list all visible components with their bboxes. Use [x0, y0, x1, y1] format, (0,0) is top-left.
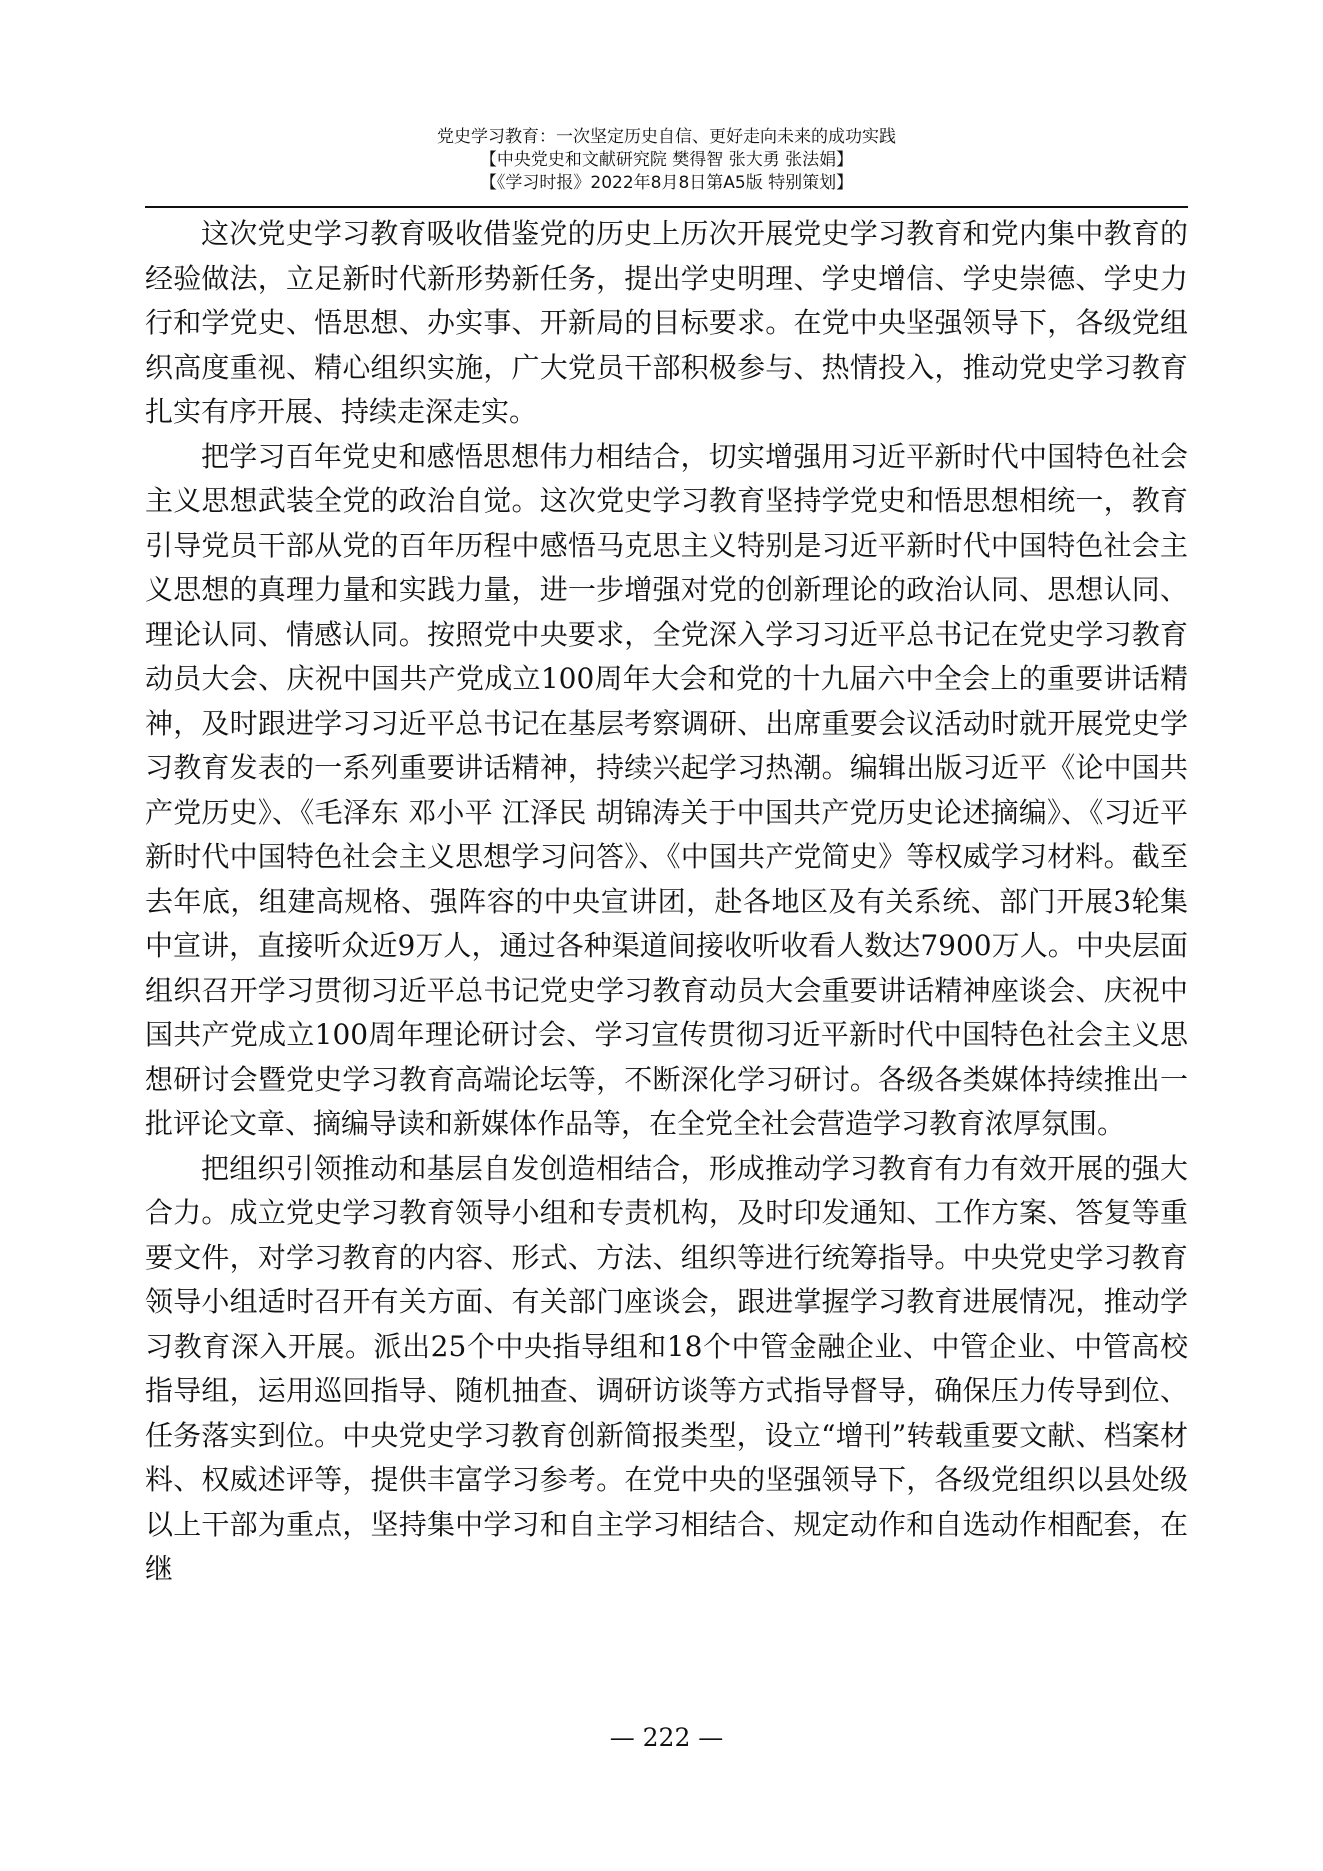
running-header [145, 126, 1188, 195]
header-title: 党史学习教育：一次坚定历史自信、更好走向未来的成功实践 [437, 127, 896, 147]
header-rule [145, 206, 1188, 208]
header-authors: 【中央党史和文献研究院 樊得智 张大勇 张法娟】 [479, 150, 854, 170]
paragraph-2: 把学习百年党史和感悟思想伟力相结合，切实增强用习近平新时代中国特色社会主义思想武装全党的政治自觉。这次党史学习教育坚持学党史和悟思想相统一，教育引导党员干部从党的百年历程中感悟马克思主义特别是习近平新时代中国特色社会主义思想的真理力量和实践力量，进一步增强对党的创新理论的政治认同、思想认同、理论认同、情感认同。按照党中央要求，全党深入学习习近平总书记在党史学习教育动员大会、庆祝中国共产党成立100周年大会和党的十九届六中全会上的重要讲话精神，及时跟进学习习近平总书记在基层考察调研、出席重要会议活动时就开展党史学习教育发表的一系列重要讲话精神，持续兴起学习热潮。编辑出版习近平《论中国共产党历史》、《毛泽东 邓小平 江泽民 胡锦涛关于中国共产党历史论述摘编》、《习近平新时代中国特色社会主义思想学习问答》、《中国共产党简史》等权威学习材料。截至去年底，组建高规格、强阵容的中央宣讲团，赴各地区及有关系统、部门开展3轮集中宣讲，直接听众近9万人，通过各种渠道间接收听收看人数达7900万人。中央层面组织召开学习贯彻习近平总书记党史学习教育动员大会重要讲话精神座谈会、庆祝中国共产党成立100周年理论研讨会、学习宣传贯彻习近平新时代中国特色社会主义思想研讨会暨党史学习教育高端论坛等，不断深化学习研讨。各级各类媒体持续推出一批评论文章、摘编导读和新媒体作品等，在全党全社会营造学习教育浓厚氛围。 [145, 439, 1188, 1140]
header-source: 【《学习时报》2022年8月8日第A5版 特别策划】 [479, 173, 854, 193]
paragraph-3: 把组织引领推动和基层自发创造相结合，形成推动学习教育有力有效开展的强大合力。成立党史学习教育领导小组和专责机构，及时印发通知、工作方案、答复等重要文件，对学习教育的内容、形式、方法、组织等进行统筹指导。中央党史学习教育领导小组适时召开有关方面、有关部门座谈会，跟进掌握学习教育进展情况，推动学习教育深入开展。派出25个中央指导组和18个中管金融企业、中管企业、中管高校指导组，运用巡回指导、随机抽查、调研访谈等方式指导督导，确保压力传导到位、任务落实到位。中央党史学习教育创新简报类型，设立“增刊”转载重要文献、档案材料、权威述评等，提供丰富学习参考。在党中央的坚强领导下，各级党组织以县处级以上干部为重点，坚持集中学习和自主学习相结合、规定动作和自选动作相配套，在继 [145, 1151, 1188, 1585]
paragraph-1: 这次党史学习教育吸收借鉴党的历史上历次开展党史学习教育和党内集中教育的经验做法，立足新时代新形势新任务，提出学史明理、学史增信、学史崇德、学史力行和学党史、悟思想、办实事、开新局的目标要求。在党中央坚强领导下，各级党组织高度重视、精心组织实施，广大党员干部积极参与、热情投入，推动党史学习教育扎实有序开展、持续走深走实。 [145, 217, 1188, 428]
page-number: — 222 — [609, 1723, 724, 1752]
article-body [145, 212, 1188, 1592]
